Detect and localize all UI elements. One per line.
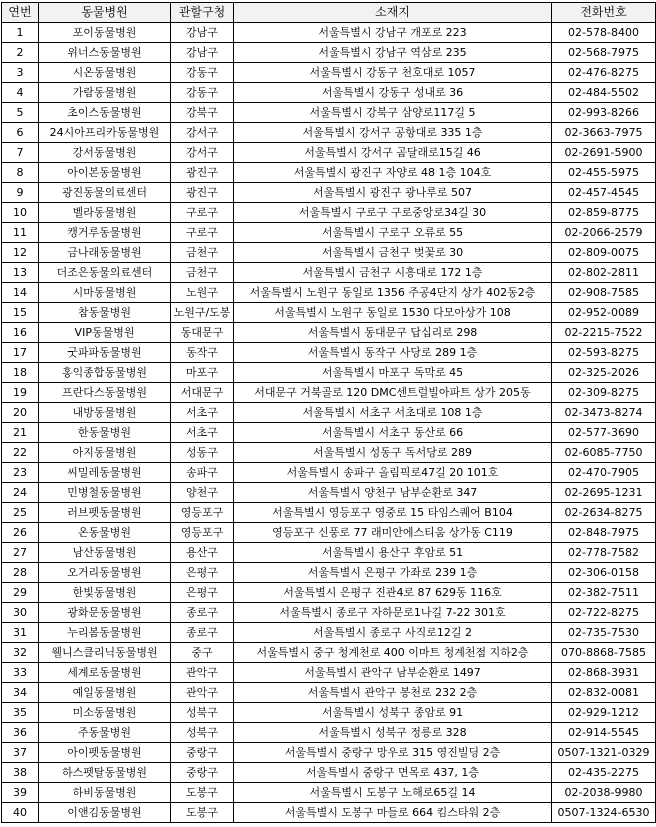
cell-address: 서울특별시 금천구 시흥대로 172 1층: [234, 263, 552, 283]
cell-hospital-name: 위너스동물병원: [39, 43, 171, 63]
cell-no: 2: [2, 43, 39, 63]
cell-hospital-name: 내방동물병원: [39, 403, 171, 423]
table-row: [2, 343, 656, 363]
cell-district: 종로구: [171, 623, 234, 643]
table-row: [2, 303, 656, 323]
cell-phone: 02-868-3931: [552, 663, 656, 683]
cell-no: 10: [2, 203, 39, 223]
table-row: [2, 743, 656, 763]
cell-district: 도봉구: [171, 803, 234, 823]
table-body: [2, 23, 656, 823]
cell-hospital-name: 남산동물병원: [39, 543, 171, 563]
cell-phone: 02-435-2275: [552, 763, 656, 783]
cell-address: 서울특별시 관악구 남부순환로 1497: [234, 663, 552, 683]
cell-district: 금천구: [171, 243, 234, 263]
cell-phone: 02-914-5545: [552, 723, 656, 743]
cell-phone: 02-908-7585: [552, 283, 656, 303]
cell-phone: 02-929-1212: [552, 703, 656, 723]
header-district: 관할구청: [171, 3, 234, 23]
cell-hospital-name: 광화문동물병원: [39, 603, 171, 623]
cell-no: 22: [2, 443, 39, 463]
cell-address: 서울특별시 노원구 동일로 1356 주공4단지 상가 402동2층: [234, 283, 552, 303]
cell-address: 서울특별시 영등포구 영중로 15 타임스퀘어 B104: [234, 503, 552, 523]
cell-no: 24: [2, 483, 39, 503]
cell-no: 35: [2, 703, 39, 723]
cell-phone: 02-3663-7975: [552, 123, 656, 143]
cell-no: 39: [2, 783, 39, 803]
cell-no: 18: [2, 363, 39, 383]
cell-address: 서울특별시 양천구 남부순환로 347: [234, 483, 552, 503]
table-row: [2, 203, 656, 223]
cell-address: 서울특별시 도봉구 노해로65길 14: [234, 783, 552, 803]
cell-phone: 02-952-0089: [552, 303, 656, 323]
table-row: [2, 263, 656, 283]
cell-no: 36: [2, 723, 39, 743]
cell-district: 도봉구: [171, 783, 234, 803]
cell-address: 서울특별시 노원구 동일로 1530 다모아상가 108: [234, 303, 552, 323]
cell-phone: 02-309-8275: [552, 383, 656, 403]
cell-hospital-name: 한동물병원: [39, 423, 171, 443]
table-header: [2, 3, 656, 23]
cell-hospital-name: 광진동물의료센터: [39, 183, 171, 203]
cell-phone: 02-2695-1231: [552, 483, 656, 503]
cell-address: 서울특별시 중구 청계천로 400 이마트 청계천점 지하2층: [234, 643, 552, 663]
cell-district: 영등포구: [171, 523, 234, 543]
table-row: [2, 443, 656, 463]
cell-district: 강동구: [171, 63, 234, 83]
cell-hospital-name: 포이동물병원: [39, 23, 171, 43]
cell-district: 구로구: [171, 203, 234, 223]
table-row: [2, 183, 656, 203]
cell-district: 강서구: [171, 123, 234, 143]
cell-no: 5: [2, 103, 39, 123]
cell-district: 양천구: [171, 483, 234, 503]
cell-no: 26: [2, 523, 39, 543]
cell-hospital-name: 온동물병원: [39, 523, 171, 543]
cell-no: 33: [2, 663, 39, 683]
cell-hospital-name: 웰니스클리닉동물병원: [39, 643, 171, 663]
cell-hospital-name: 가람동물병원: [39, 83, 171, 103]
cell-phone: 02-3473-8274: [552, 403, 656, 423]
cell-no: 14: [2, 283, 39, 303]
cell-hospital-name: VIP동물병원: [39, 323, 171, 343]
cell-district: 서초구: [171, 403, 234, 423]
table-row: [2, 163, 656, 183]
cell-phone: 02-722-8275: [552, 603, 656, 623]
cell-hospital-name: 시온동물병원: [39, 63, 171, 83]
cell-no: 1: [2, 23, 39, 43]
cell-hospital-name: 더조은동물의료센터: [39, 263, 171, 283]
cell-address: 서울특별시 성북구 정릉로 328: [234, 723, 552, 743]
table-row: [2, 583, 656, 603]
cell-address: 서울특별시 광진구 광나루로 507: [234, 183, 552, 203]
cell-no: 34: [2, 683, 39, 703]
cell-phone: 02-457-4545: [552, 183, 656, 203]
cell-hospital-name: 벨라동물병원: [39, 203, 171, 223]
cell-hospital-name: 홍익종합동물병원: [39, 363, 171, 383]
cell-hospital-name: 하스펫탈동물병원: [39, 763, 171, 783]
cell-hospital-name: 참동물병원: [39, 303, 171, 323]
cell-phone: 02-325-2026: [552, 363, 656, 383]
cell-phone: 02-993-8266: [552, 103, 656, 123]
cell-no: 7: [2, 143, 39, 163]
cell-phone: 02-476-8275: [552, 63, 656, 83]
table-row: [2, 543, 656, 563]
cell-address: 서울특별시 종로구 사직로12길 2: [234, 623, 552, 643]
table-row: [2, 283, 656, 303]
cell-no: 3: [2, 63, 39, 83]
cell-hospital-name: 아이본동물병원: [39, 163, 171, 183]
cell-address: 서울특별시 강동구 천호대로 1057: [234, 63, 552, 83]
cell-no: 28: [2, 563, 39, 583]
cell-address: 서울특별시 중랑구 망우로 315 영진빌딩 2층: [234, 743, 552, 763]
table-row: [2, 623, 656, 643]
cell-district: 성북구: [171, 703, 234, 723]
cell-hospital-name: 오거리동물병원: [39, 563, 171, 583]
cell-hospital-name: 미소동물병원: [39, 703, 171, 723]
cell-phone: 02-593-8275: [552, 343, 656, 363]
cell-address: 서울특별시 강동구 성내로 36: [234, 83, 552, 103]
cell-district: 광진구: [171, 183, 234, 203]
cell-phone: 02-577-3690: [552, 423, 656, 443]
cell-district: 용산구: [171, 543, 234, 563]
cell-address: 서울특별시 강북구 삼양로117길 5: [234, 103, 552, 123]
cell-address: 영등포구 신풍로 77 래미안에스티움 상가동 C119: [234, 523, 552, 543]
cell-district: 강북구: [171, 103, 234, 123]
cell-district: 성동구: [171, 443, 234, 463]
cell-no: 40: [2, 803, 39, 823]
cell-district: 중구: [171, 643, 234, 663]
cell-hospital-name: 프란다스동물병원: [39, 383, 171, 403]
cell-phone: 02-2691-5900: [552, 143, 656, 163]
cell-address: 서울특별시 광진구 자양로 48 1층 104호: [234, 163, 552, 183]
cell-phone: 02-455-5975: [552, 163, 656, 183]
table-row: [2, 503, 656, 523]
table-row: [2, 23, 656, 43]
cell-hospital-name: 이앤김동물병원: [39, 803, 171, 823]
cell-hospital-name: 캥거루동물병원: [39, 223, 171, 243]
cell-district: 동작구: [171, 343, 234, 363]
cell-hospital-name: 굿파파동물병원: [39, 343, 171, 363]
cell-phone: 02-382-7511: [552, 583, 656, 603]
cell-no: 11: [2, 223, 39, 243]
cell-address: 서울특별시 은평구 진관4로 87 629동 116호: [234, 583, 552, 603]
cell-phone: 02-802-2811: [552, 263, 656, 283]
cell-address: 서울특별시 동작구 사당로 289 1층: [234, 343, 552, 363]
table-row: [2, 683, 656, 703]
cell-district: 관악구: [171, 663, 234, 683]
cell-no: 4: [2, 83, 39, 103]
cell-address: 서울특별시 용산구 후암로 51: [234, 543, 552, 563]
cell-no: 17: [2, 343, 39, 363]
cell-district: 중랑구: [171, 743, 234, 763]
cell-address: 서울특별시 금천구 벚꽃로 30: [234, 243, 552, 263]
cell-phone: 02-306-0158: [552, 563, 656, 583]
header-row: [2, 3, 656, 23]
table-row: [2, 483, 656, 503]
cell-no: 29: [2, 583, 39, 603]
table-row: [2, 123, 656, 143]
cell-address: 서울특별시 서초구 서초대로 108 1층: [234, 403, 552, 423]
table-row: [2, 103, 656, 123]
cell-district: 강남구: [171, 23, 234, 43]
cell-phone: 02-568-7975: [552, 43, 656, 63]
cell-district: 서대문구: [171, 383, 234, 403]
cell-no: 31: [2, 623, 39, 643]
cell-phone: 02-2066-2579: [552, 223, 656, 243]
cell-district: 노원구: [171, 283, 234, 303]
cell-phone: 02-848-7975: [552, 523, 656, 543]
cell-district: 광진구: [171, 163, 234, 183]
cell-phone: 02-578-8400: [552, 23, 656, 43]
cell-hospital-name: 강서동물병원: [39, 143, 171, 163]
cell-no: 37: [2, 743, 39, 763]
cell-hospital-name: 주동물병원: [39, 723, 171, 743]
cell-phone: 02-859-8775: [552, 203, 656, 223]
header-name: 동물병원: [39, 3, 171, 23]
cell-district: 강남구: [171, 43, 234, 63]
cell-no: 21: [2, 423, 39, 443]
table-row: [2, 603, 656, 623]
table-row: [2, 383, 656, 403]
cell-phone: 02-470-7905: [552, 463, 656, 483]
cell-district: 동대문구: [171, 323, 234, 343]
cell-no: 23: [2, 463, 39, 483]
cell-no: 30: [2, 603, 39, 623]
cell-district: 종로구: [171, 603, 234, 623]
cell-phone: 02-735-7530: [552, 623, 656, 643]
cell-phone: 02-2215-7522: [552, 323, 656, 343]
cell-district: 구로구: [171, 223, 234, 243]
cell-district: 강서구: [171, 143, 234, 163]
cell-phone: 02-2038-9980: [552, 783, 656, 803]
table-row: [2, 803, 656, 823]
cell-address: 서대문구 거북골로 120 DMC센트럴빌아파트 상가 205동: [234, 383, 552, 403]
cell-phone: 02-2634-8275: [552, 503, 656, 523]
table-row: [2, 763, 656, 783]
table-row: [2, 523, 656, 543]
table-row: [2, 363, 656, 383]
cell-no: 32: [2, 643, 39, 663]
cell-address: 서울특별시 성북구 종암로 91: [234, 703, 552, 723]
cell-hospital-name: 한빛동물병원: [39, 583, 171, 603]
table-row: [2, 643, 656, 663]
cell-address: 서울특별시 마포구 독막로 45: [234, 363, 552, 383]
cell-no: 25: [2, 503, 39, 523]
cell-hospital-name: 누리봄동물병원: [39, 623, 171, 643]
table-row: [2, 243, 656, 263]
cell-address: 서울특별시 강서구 공항대로 335 1층: [234, 123, 552, 143]
cell-address: 서울특별시 서초구 동산로 66: [234, 423, 552, 443]
table-row: [2, 83, 656, 103]
cell-no: 27: [2, 543, 39, 563]
header-address: 소재지: [234, 3, 552, 23]
cell-no: 15: [2, 303, 39, 323]
cell-phone: 0507-1321-0329: [552, 743, 656, 763]
cell-district: 마포구: [171, 363, 234, 383]
cell-district: 은평구: [171, 563, 234, 583]
table-row: [2, 663, 656, 683]
cell-no: 16: [2, 323, 39, 343]
table-row: [2, 723, 656, 743]
cell-hospital-name: 시마동물병원: [39, 283, 171, 303]
cell-hospital-name: 아지동물병원: [39, 443, 171, 463]
cell-address: 서울특별시 강남구 역삼로 235: [234, 43, 552, 63]
table-row: [2, 223, 656, 243]
cell-address: 서울특별시 도봉구 마들로 664 킴스타워 2층: [234, 803, 552, 823]
cell-no: 20: [2, 403, 39, 423]
cell-no: 6: [2, 123, 39, 143]
cell-phone: 070-8868-7585: [552, 643, 656, 663]
cell-address: 서울특별시 구로구 구로중앙로34길 30: [234, 203, 552, 223]
cell-address: 서울특별시 구로구 오류로 55: [234, 223, 552, 243]
cell-phone: 02-832-0081: [552, 683, 656, 703]
header-no: 연번: [2, 3, 39, 23]
cell-phone: 02-484-5502: [552, 83, 656, 103]
cell-no: 8: [2, 163, 39, 183]
cell-address: 서울특별시 관악구 봉천로 232 2층: [234, 683, 552, 703]
cell-address: 서울특별시 강서구 곰달래로15길 46: [234, 143, 552, 163]
cell-phone: 02-809-0075: [552, 243, 656, 263]
cell-hospital-name: 금나래동물병원: [39, 243, 171, 263]
cell-district: 서초구: [171, 423, 234, 443]
table-row: [2, 463, 656, 483]
table-row: [2, 143, 656, 163]
cell-address: 서울특별시 중랑구 면목로 437, 1층: [234, 763, 552, 783]
cell-district: 금천구: [171, 263, 234, 283]
cell-district: 관악구: [171, 683, 234, 703]
table-row: [2, 403, 656, 423]
table-row: [2, 43, 656, 63]
table-row: [2, 783, 656, 803]
cell-address: 서울특별시 강남구 개포로 223: [234, 23, 552, 43]
cell-address: 서울특별시 송파구 올림픽로47길 20 101호: [234, 463, 552, 483]
cell-hospital-name: 초이스동물병원: [39, 103, 171, 123]
cell-hospital-name: 씨밀레동물병원: [39, 463, 171, 483]
cell-hospital-name: 24시아프리카동물병원: [39, 123, 171, 143]
cell-address: 서울특별시 동대문구 답십리로 298: [234, 323, 552, 343]
cell-address: 서울특별시 은평구 가좌로 239 1층: [234, 563, 552, 583]
table-row: [2, 63, 656, 83]
header-phone: 전화번호: [552, 3, 656, 23]
table-row: [2, 323, 656, 343]
cell-phone: 02-6085-7750: [552, 443, 656, 463]
cell-address: 서울특별시 성동구 독서당로 289: [234, 443, 552, 463]
cell-no: 12: [2, 243, 39, 263]
table-row: [2, 703, 656, 723]
table-row: [2, 563, 656, 583]
cell-district: 송파구: [171, 463, 234, 483]
cell-district: 중랑구: [171, 763, 234, 783]
cell-district: 성북구: [171, 723, 234, 743]
cell-district: 강동구: [171, 83, 234, 103]
cell-hospital-name: 예일동물병원: [39, 683, 171, 703]
cell-phone: 0507-1324-6530: [552, 803, 656, 823]
table-row: [2, 423, 656, 443]
cell-hospital-name: 아이펫동물병원: [39, 743, 171, 763]
cell-hospital-name: 세계로동물병원: [39, 663, 171, 683]
cell-hospital-name: 하비동물병원: [39, 783, 171, 803]
cell-district: 노원구/도봉: [171, 303, 234, 323]
cell-hospital-name: 민병철동물병원: [39, 483, 171, 503]
hospital-table: [1, 2, 656, 823]
cell-no: 9: [2, 183, 39, 203]
cell-address: 서울특별시 종로구 자하문로1나길 7-22 301호: [234, 603, 552, 623]
cell-district: 은평구: [171, 583, 234, 603]
cell-hospital-name: 러브펫동물병원: [39, 503, 171, 523]
cell-district: 영등포구: [171, 503, 234, 523]
cell-no: 19: [2, 383, 39, 403]
cell-no: 38: [2, 763, 39, 783]
cell-no: 13: [2, 263, 39, 283]
cell-phone: 02-778-7582: [552, 543, 656, 563]
